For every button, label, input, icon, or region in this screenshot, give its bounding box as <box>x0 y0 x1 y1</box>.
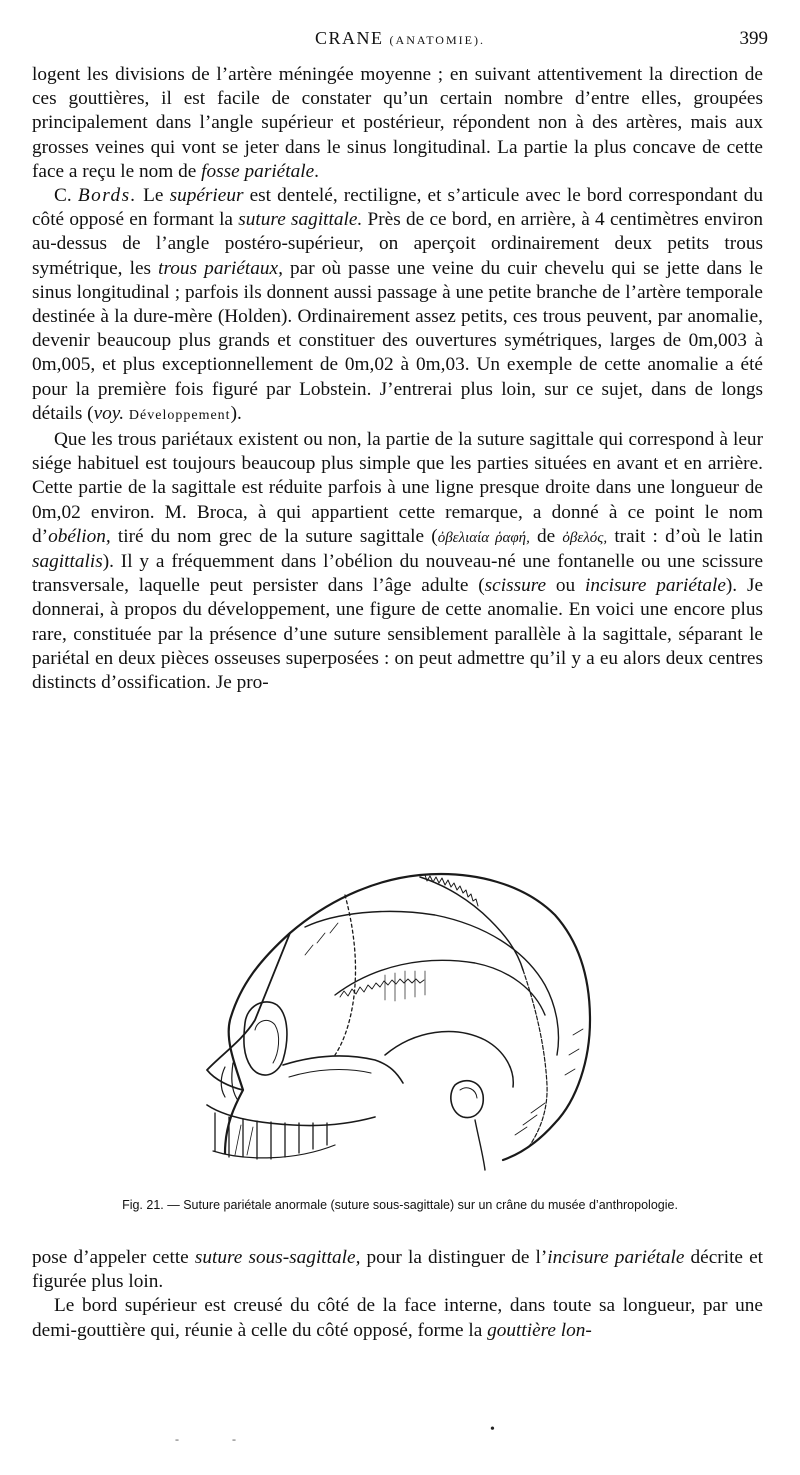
text-block-top <box>32 63 763 695</box>
print-dot: • <box>490 1422 495 1437</box>
running-head-title: CRANE <box>315 28 384 48</box>
figure-caption: Fig. 21. — Suture pariétale anormale (suture sous-sagittale) sur un crâne du musée d’anthropologie. <box>122 1198 678 1212</box>
page-header <box>32 28 768 54</box>
paragraph: C. Bords. Le supérieur est dentelé, rectiligne, et s’articule avec le bord correspondant du côté opposé en formant la suture sagittale. Près de ce bord, en arrière, à 4 centimètres environ au-dessus de l’angle postéro-supérieur, on aperçoit ordinairement deux petits trous symétrique, les trous pariétaux, par où passe une veine du cuir chevelu qui se jette dans le sinus longitudinal ; parfois ils donnent aussi passage à une petite branche de l’artère temporale destinée à la dure-mère (Holden). Ordinairement assez petits, ces trous peuvent, par anomalie, devenir beaucoup plus grands et constituer des ouvertures symétriques, larges de 0m,003 à 0m,005, et plus exceptionnellement de 0m,02 à 0m,03. Un exemple de cette anomalie a été pour la première fois figuré par Lobstein. J’entrerai plus loin, sur ce sujet, dans de longs détails (voy. Développement). <box>32 185 763 424</box>
skull-figure <box>185 855 605 1180</box>
paragraph: Le bord supérieur est creusé du côté de la face interne, dans toute sa longueur, par une demi-gouttière qui, réunie à celle du côté opposé, forme la gouttière lon- <box>32 1295 763 1341</box>
text-block-bottom <box>32 1246 763 1343</box>
paragraph: logent les divisions de l’artère méningée moyenne ; en suivant attentivement la direction de ces gouttières, il est facile de constater qu’un certain nombre d’entre elles, groupées principalement dans l’angle supérieur et postérieur, répondent non à des artères, mais aux grosses veines qui vont se jeter dans le sinus longitudinal. La partie la plus concave de cette face a reçu le nom de fosse pariétale. <box>32 64 763 182</box>
print-marks: - - <box>175 1432 261 1446</box>
running-head <box>32 28 768 49</box>
page-number: 399 <box>739 28 768 49</box>
paragraph: pose d’appeler cette suture sous-sagittale, pour la distinguer de l’incisure pariétale décrite et figurée plus loin. <box>32 1247 763 1293</box>
skull-illustration <box>185 855 605 1180</box>
paragraph: Que les trous pariétaux existent ou non, la partie de la suture sagittale qui correspond à leur siége habituel est toujours beaucoup plus simple que les parties situées en avant et en arrière. Cette partie de la sagittale est réduite parfois à une ligne presque droite dans une longueur de 0m,02 environ. M. Broca, à qui appartient cette remarque, a donné à ce point le nom d’obélion, tiré du nom grec de la suture sagittale (ὀβελιαία ῥαφή, de ὀβελός, trait : d’où le latin sagittalis). Il y a fréquemment dans l’obélion du nouveau-né une fontanelle ou une scissure transversale, laquelle peut persister dans l’âge adulte (scissure ou incisure pariétale). Je donnerai, à propos du développement, une figure de cette anomalie. En voici une encore plus rare, constituée par la présence d’une suture sensiblement parallèle à la sagittale, séparant le pariétal en deux pièces osseuses superposées : on peut admettre qu’il y a eu alors deux centres distincts d’ossification. Je pro- <box>32 429 764 694</box>
running-head-subtitle: (ANATOMIE). <box>389 33 485 47</box>
